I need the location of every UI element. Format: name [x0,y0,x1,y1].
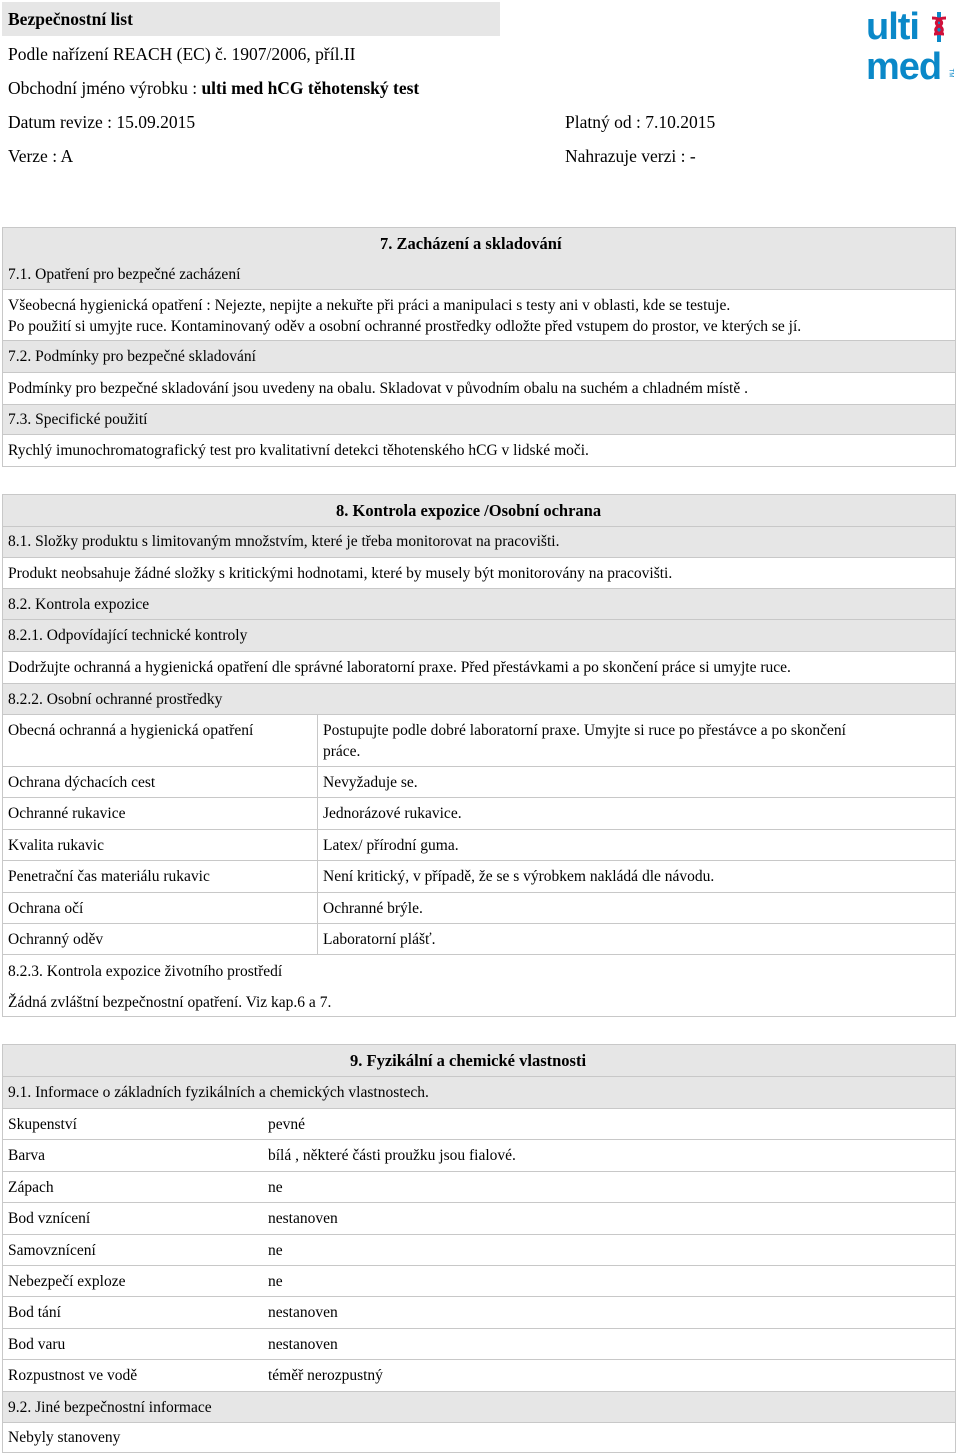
s91-heading-row [3,1076,955,1108]
s81-heading: 8.1. Složky produktu s limitovaným množstvím, které je třeba monitorovat na pracovišti. [8,533,560,550]
property-label: Skupenství [8,1116,77,1133]
s72-heading-row [3,340,955,372]
s71-text-row [3,289,955,340]
property-value: ne [268,1273,283,1290]
property-row [3,1202,955,1234]
s823-heading: 8.2.3. Kontrola expozice životního prostředí [8,963,283,980]
s81-text-row [3,557,955,588]
property-label: Zápach [8,1179,54,1196]
section-9-title: 9. Fyzikální a chemické vlastnosti [350,1051,587,1070]
ppe-row [3,829,955,860]
ppe-value: Jednorázové rukavice. [323,805,462,822]
ppe-label: Obecná ochranná a hygienická opatření [8,722,254,739]
property-label: Bod vznícení [8,1210,91,1227]
ppe-value: Latex/ přírodní guma. [323,837,459,854]
s822-heading-row [3,683,955,714]
section-8-title: 8. Kontrola expozice /Osobní ochrana [336,501,602,520]
s71-line2: Po použití si umyjte ruce. Kontaminovaný oděv a osobní ochranné prostředky odložte před vstupem do prostor, ve kterých se jí. [8,318,802,335]
s72-text-row [3,372,955,404]
property-value: ne [268,1242,283,1259]
property-row [3,1171,955,1202]
s73-heading: 7.3. Specifické použití [8,411,148,428]
property-row [3,1234,955,1265]
version: Verze : A [8,146,74,166]
property-row [3,1139,955,1171]
ppe-row [3,923,955,954]
ppe-label: Ochrana očí [8,900,84,917]
ppe-label: Ochrana dýchacích cest [8,774,156,791]
s92-heading-row [3,1391,955,1422]
property-value: nestanoven [268,1210,338,1227]
ppe-row [3,766,955,797]
property-row [3,1108,955,1139]
ppe-value: Není kritický, v případě, že se s výrobkem nakládá dle návodu. [323,868,715,885]
s82-heading-row [3,588,955,619]
s92-text: Nebyly stanoveny [8,1429,121,1446]
product-name: ulti med hCG těhotenský test [201,78,420,98]
section-9 [2,1044,956,1453]
ppe-value: Laboratorní plášť. [323,931,436,948]
ppe-row [3,860,955,892]
section-8 [2,494,956,1017]
ppe-label: Ochranný oděv [8,931,104,948]
ppe-value-cont: práce. [323,743,361,760]
property-label: Bod varu [8,1336,66,1353]
logo-word-med: med [866,46,942,88]
s821-heading-row [3,619,955,651]
product-line [8,78,419,98]
s72-heading: 7.2. Podmínky pro bezpečné skladování [8,348,256,365]
property-label: Samovznícení [8,1242,96,1259]
document-title: Bezpečnostní list [8,9,133,29]
s821-text-row [3,651,955,683]
s72-text: Podmínky pro bezpečné skladování jsou uvedeny na obalu. Skladovat v původním obalu na suchém a chladném místě . [8,380,748,397]
ppe-row [3,797,955,829]
s821-heading: 8.2.1. Odpovídající technické kontroly [8,627,248,644]
product-label: Obchodní jméno výrobku : [8,78,198,98]
property-value: bílá , některé části proužku jsou fialové. [268,1147,516,1164]
property-value: nestanoven [268,1336,338,1353]
s82-heading: 8.2. Kontrola expozice [8,596,150,613]
property-value: pevné [268,1116,306,1133]
s81-text: Produkt neobsahuje žádné složky s kritickými hodnotami, které by musely být monitorovány na pracovišti. [8,565,673,582]
s92-heading: 9.2. Jiné bezpečnostní informace [8,1399,212,1416]
ppe-value: Nevyžaduje se. [323,774,418,791]
ppe-value: Postupujte podle dobré laboratorní praxe. Umyjte si ruce po přestávce a po skončení [323,722,846,739]
property-row [3,1296,955,1328]
property-row [3,1359,955,1391]
property-value: nestanoven [268,1304,338,1321]
regulation: Podle nařízení REACH (EC) č. 1907/2006, příl.II [8,44,356,64]
property-value: ne [268,1179,283,1196]
ppe-label: Penetrační čas materiálu rukavic [8,868,210,885]
property-label: Nebezpečí exploze [8,1273,126,1290]
section-9-title-row [3,1045,955,1076]
s73-heading-row [3,404,955,434]
ulti-med-logo [862,6,956,96]
ppe-value: Ochranné brýle. [323,900,423,917]
s823-text: Žádná zvláštní bezpečnostní opatření. Viz kap.6 a 7. [8,994,332,1011]
property-row [3,1265,955,1296]
s822-heading: 8.2.2. Osobní ochranné prostředky [8,691,223,708]
s73-text: Rychlý imunochromatografický test pro kvalitativní detekci těhotenského hCG v lidské moči. [8,442,589,459]
ppe-label: Kvalita rukavic [8,837,104,854]
ppe-label: Ochranné rukavice [8,805,126,822]
ppe-row [3,714,955,766]
section-7-title-row [3,228,955,289]
s823-row [3,954,955,1016]
s91-heading: 9.1. Informace o základních fyzikálních a chemických vlastnostech. [8,1084,429,1101]
section-8-title-row [3,495,955,526]
revision-date: Datum revize : 15.09.2015 [8,112,196,132]
property-value: téměř nerozpustný [268,1367,383,1384]
property-label: Barva [8,1147,46,1164]
logo-word-ulti: ulti [866,6,919,48]
property-label: Bod tání [8,1304,61,1321]
ppe-row [3,892,955,923]
s71-heading: 7.1. Opatření pro bezpečné zacházení [8,266,241,283]
property-label: Rozpustnost ve vodě [8,1367,138,1384]
section-7 [2,227,956,467]
section-7-title: 7. Zacházení a skladování [380,234,562,253]
s71-line1: Všeobecná hygienická opatření : Nejezte, nepijte a nekuřte při práci a manipulaci s testy ani v oblasti, kde se testuje. [8,297,731,314]
replaces-version: Nahrazuje verzi : - [565,146,696,166]
s92-text-row [3,1422,955,1452]
s73-text-row [3,434,955,466]
logo-trademark: TM [947,68,954,78]
property-row [3,1328,955,1359]
s821-text: Dodržujte ochranná a hygienická opatření dle správné laboratorní praxe. Před přestávkami a po skončení práce si umyjte ruce. [8,659,791,676]
valid-from: Platný od : 7.10.2015 [565,112,716,132]
s81-heading-row [3,526,955,557]
caduceus-icon [928,12,950,42]
